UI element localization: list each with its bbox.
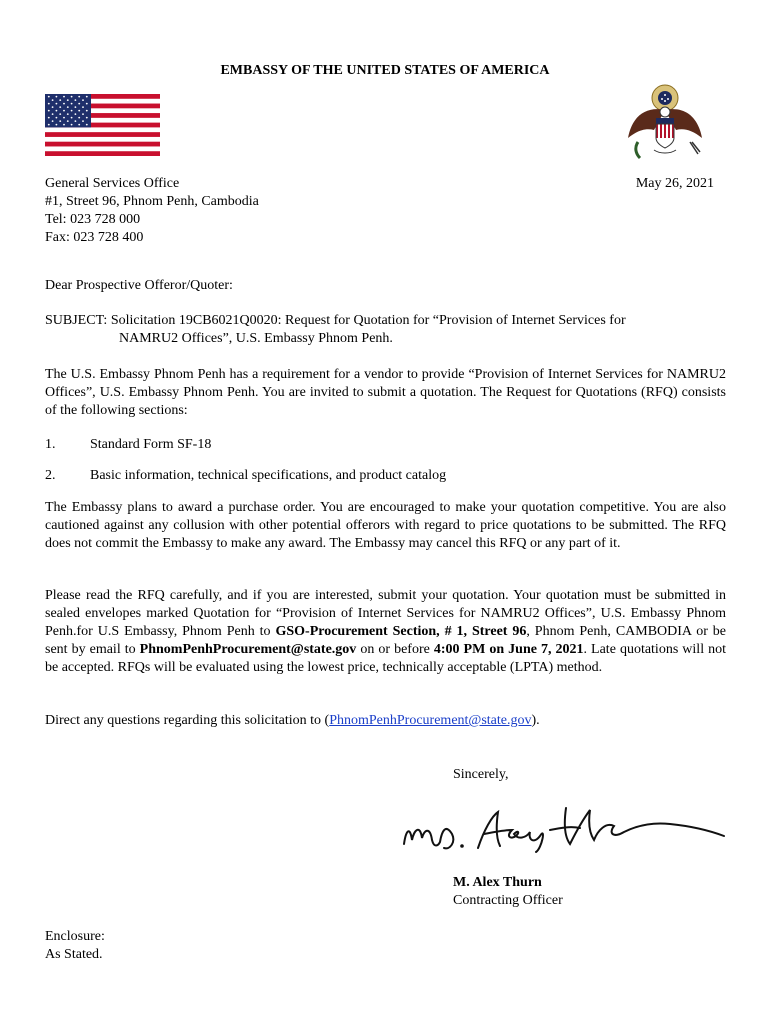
section-number: 1. [45, 437, 56, 452]
section-text: Basic information, technical specifications, and product catalog [90, 468, 447, 483]
flag-stripe [45, 151, 160, 156]
handwritten-signature [400, 800, 730, 862]
flag-star [67, 99, 69, 101]
flag-star [56, 96, 58, 98]
flag-star [48, 96, 50, 98]
office-street: #1, Street 96, Phnom Penh, Cambodia [45, 194, 259, 209]
subject-line-2: NAMRU2 Offices”, U.S. Embassy Phnom Penh. [119, 331, 393, 346]
flag-star [86, 110, 88, 112]
flag-star [48, 103, 50, 105]
submission-deadline: 4:00 PM on June 7, 2021 [433, 642, 584, 657]
office-tel: Tel: 023 728 000 [45, 212, 141, 227]
flag-star [71, 110, 73, 112]
enclosure-block [45, 928, 105, 964]
flag-star [82, 106, 84, 108]
letter-date: May 26, 2021 [635, 176, 714, 191]
flag-star [71, 117, 73, 119]
flag-star [82, 120, 84, 122]
flag-star [52, 113, 54, 115]
flag-star [67, 113, 69, 115]
section-item [45, 436, 211, 454]
flag-star [82, 99, 84, 101]
flag-star [48, 117, 50, 119]
flag-star [75, 120, 77, 122]
subject-block [45, 312, 725, 348]
flag-star [63, 110, 65, 112]
flag-star [56, 117, 58, 119]
flag-star [75, 113, 77, 115]
flag-star [67, 120, 69, 122]
sender-address [45, 175, 259, 247]
flag-star [48, 110, 50, 112]
questions-line [45, 712, 540, 730]
submission-text: Please read the RFQ carefully, and if you are interested, submit your quotation. Your quotation must be submitted in sealed envelopes marked Quotation for “Provision of Internet Services for NAMRU2 Offices”, U.S. Embassy Phnom Penh.for U.S Embassy, Phnom Penh to [45, 588, 726, 639]
section-text: Standard Form SF-18 [90, 437, 212, 452]
award-paragraph: The Embassy plans to award a purchase order. You are encouraged to make your quotation competitive. You are also cautioned against any collusion with other potential offerors with regard to price quotations to be submitted. The RFQ does not commit the Embassy to make any award. The Embassy may cancel this RFQ or any part of it. [45, 500, 726, 551]
flag-star [82, 113, 84, 115]
procurement-email-link[interactable]: PhnomPenhProcurement@state.gov [329, 713, 532, 728]
submission-text: , Phnom Penh, CAMBODIA or be sent by email to [45, 624, 726, 657]
closing: Sincerely, [453, 767, 509, 782]
flag-star [63, 117, 65, 119]
questions-suffix: ). [531, 713, 540, 728]
submission-paragraph [45, 587, 726, 677]
flag-star [59, 106, 61, 108]
flag-star [71, 96, 73, 98]
section-item [45, 467, 446, 485]
office-fax: Fax: 023 728 400 [45, 230, 144, 245]
questions-prefix: Direct any questions regarding this solicitation to ( [45, 713, 330, 728]
submission-email: PhnomPenhProcurement@state.gov [139, 642, 357, 657]
office-name: General Services Office [45, 176, 180, 191]
flag-star [78, 96, 80, 98]
embassy-heading: EMBASSY OF THE UNITED STATES OF AMERICA [220, 63, 550, 78]
flag-star [67, 106, 69, 108]
flag-star [52, 106, 54, 108]
flag-star [78, 103, 80, 105]
flag-star [78, 110, 80, 112]
subject-line-1: SUBJECT: Solicitation 19CB6021Q0020: Request for Quotation for “Provision of Internet Services for [45, 313, 626, 328]
flag-star [59, 113, 61, 115]
flag-star [63, 124, 65, 126]
flag-star [86, 117, 88, 119]
enclosure-label: Enclosure: [45, 929, 105, 944]
us-flag-icon [45, 94, 160, 156]
signer-name: M. Alex Thurn [453, 875, 542, 890]
flag-star [56, 103, 58, 105]
flag-star [56, 124, 58, 126]
enclosure-value: As Stated. [45, 947, 103, 962]
flag-star [78, 117, 80, 119]
flag-star [75, 99, 77, 101]
flag-star [86, 96, 88, 98]
salutation: Dear Prospective Offeror/Quoter: [45, 278, 233, 293]
flag-star [59, 120, 61, 122]
flag-star [63, 103, 65, 105]
flag-star [71, 124, 73, 126]
flag-star [78, 124, 80, 126]
flag-star [71, 103, 73, 105]
flag-star [75, 106, 77, 108]
flag-star [86, 124, 88, 126]
signer-block [453, 874, 563, 910]
flag-star [48, 124, 50, 126]
submission-text: on or before [356, 642, 434, 657]
flag-star [59, 99, 61, 101]
section-number: 2. [45, 468, 56, 483]
submission-text: . Late quotations will not be accepted. RFQs will be evaluated using the lowest price, technically acceptable (LPTA) method. [45, 642, 727, 675]
signer-title: Contracting Officer [453, 893, 563, 908]
flag-stripe [45, 142, 160, 147]
flag-star [86, 103, 88, 105]
submission-address: GSO-Procurement Section, # 1, Street 96 [275, 624, 527, 639]
flag-star [52, 120, 54, 122]
flag-star [63, 96, 65, 98]
flag-star [56, 110, 58, 112]
intro-paragraph: The U.S. Embassy Phnom Penh has a requirement for a vendor to provide “Provision of Internet Services for NAMRU2 Offices”, U.S. Embassy Phnom Penh. You are invited to submit a quotation. The Request for Quotations (RFQ) consists of the following sections: [45, 367, 726, 418]
flag-star [52, 99, 54, 101]
flag-stripe [45, 132, 160, 137]
embassy-seal-icon [624, 80, 706, 162]
